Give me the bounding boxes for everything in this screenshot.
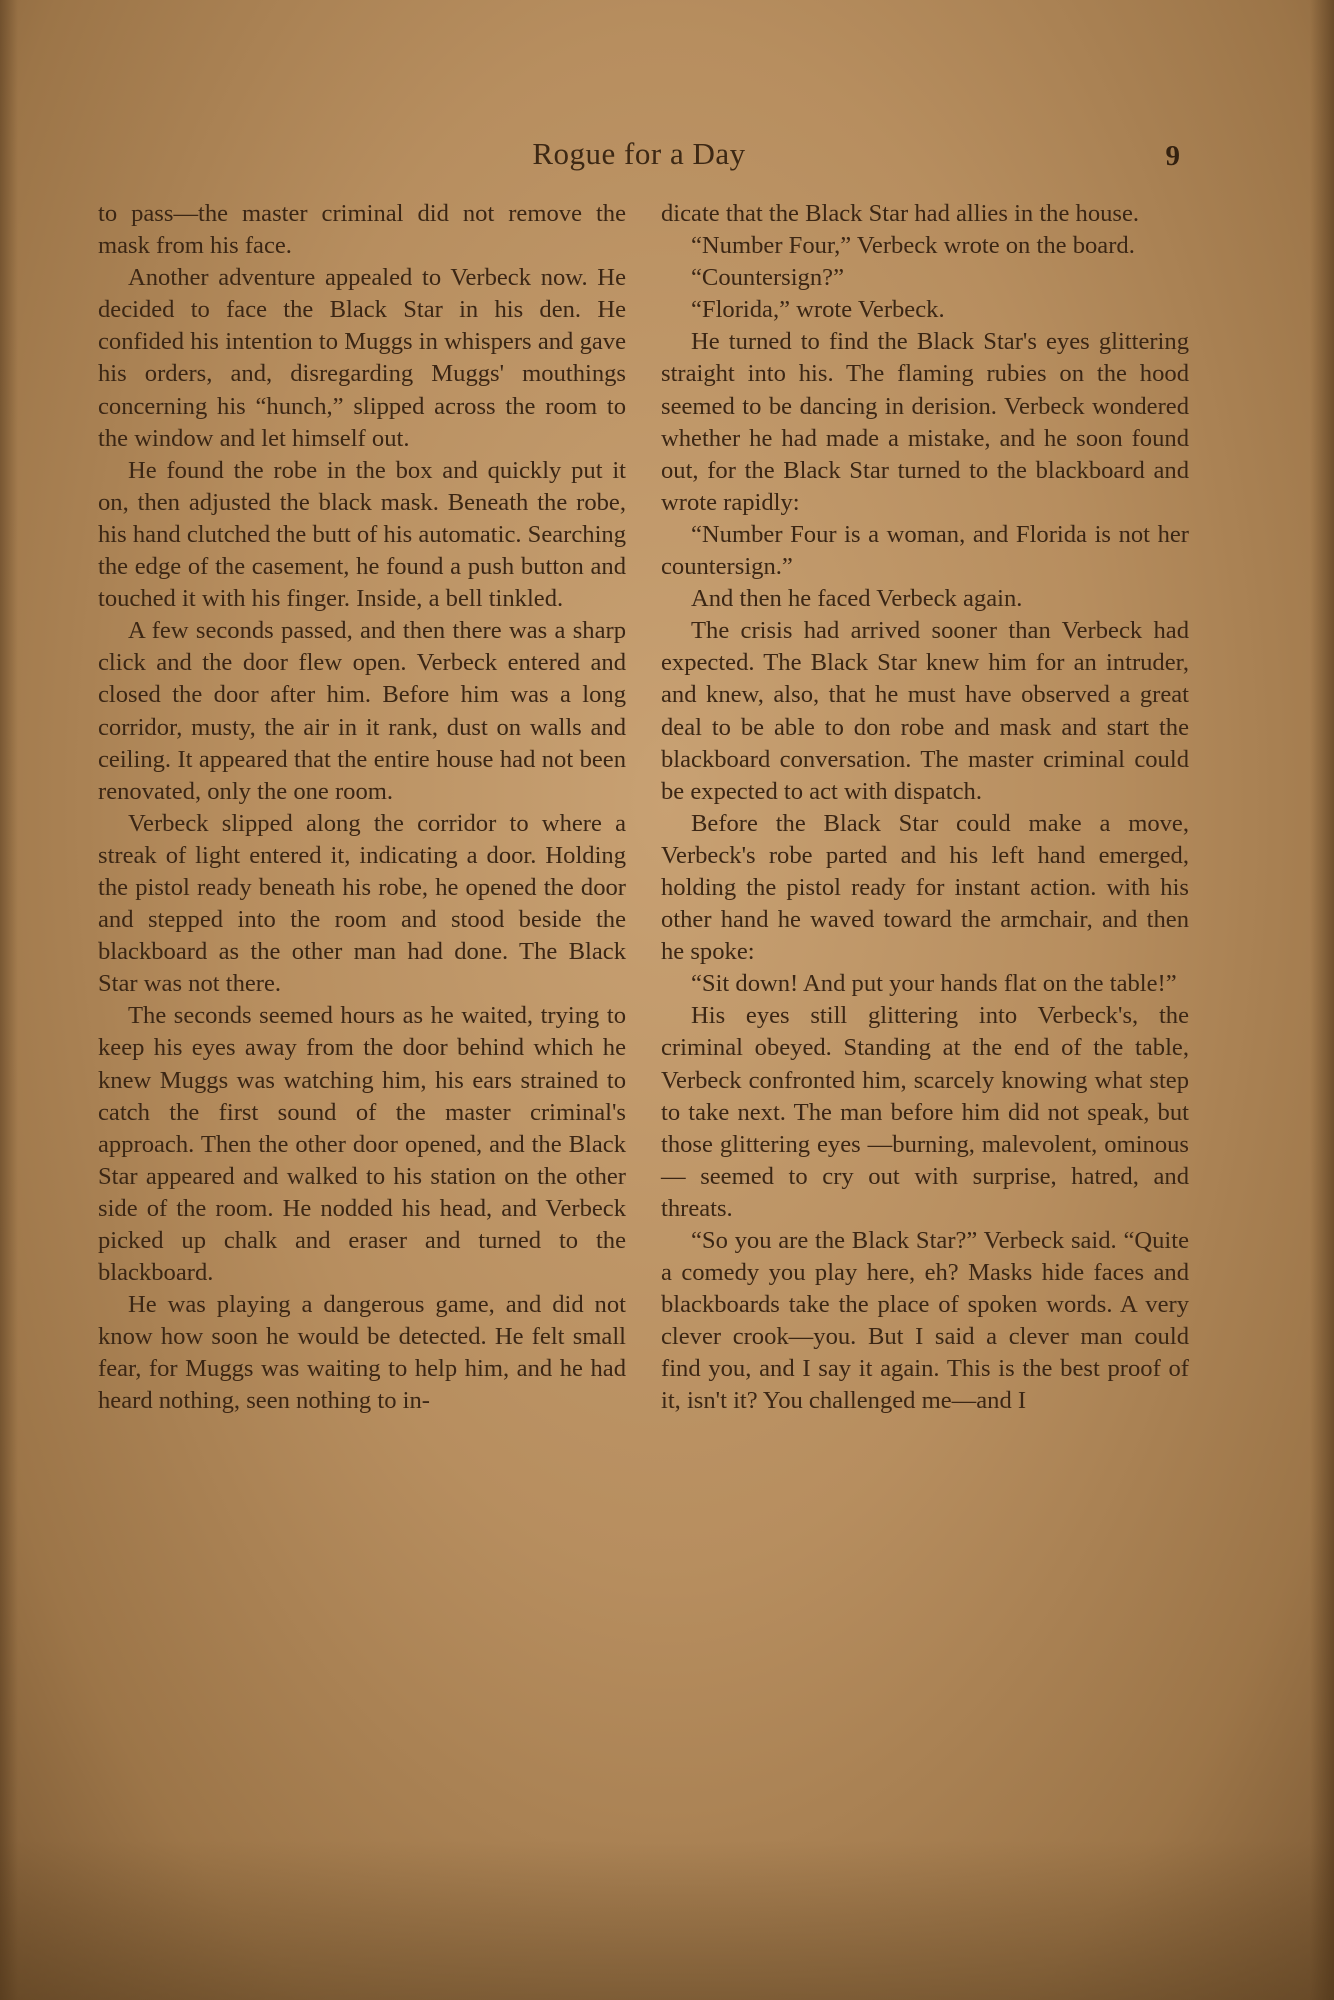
paragraph: He found the robe in the box and quickly put it on, then adjusted the black mask. Beneath the robe, his hand clutched the butt of his automatic. Searching the edge of the casement, he found a push button and touched it with his finger. Inside, a bell tinkled. — [98, 456, 626, 613]
page-number: 9 — [1165, 140, 1180, 172]
paragraph: Another adventure appealed to Verbeck now. He decided to face the Black Star in his den. He confided his intention to Muggs in whispers and gave his orders, and, disregarding Muggs' mouthings concerning his “hunch,” slipped across the room to the window and let himself out. — [98, 264, 626, 452]
page-edge-shadow-bottom — [0, 1840, 1334, 2000]
running-head — [98, 136, 1180, 180]
right-text-column — [661, 198, 1189, 1418]
paragraph: The crisis had arrived sooner than Verbeck had expected. The Black Star knew him for an intruder, and knew, also, that he must have observed a great deal to be able to don robe and mask and start the blackboard conversation. The master criminal could be expected to act with dispatch. — [661, 617, 1189, 805]
left-text-column — [98, 198, 626, 1418]
paragraph: “Florida,” wrote Verbeck. — [691, 296, 945, 324]
paragraph: He was playing a dangerous game, and did not know how soon he would be detected. He felt small fear, for Muggs was waiting to help him, and he had heard nothing, seen nothing to in- — [98, 1291, 626, 1415]
paragraph: Before the Black Star could make a move, Verbeck's robe parted and his left hand emerged, holding the pistol ready for instant action. with his other hand he waved toward the armchair, and then he spoke: — [661, 809, 1189, 966]
paragraph: “Number Four,” Verbeck wrote on the board. — [691, 232, 1135, 260]
page-edge-shadow-left — [0, 0, 18, 2000]
paragraph: Verbeck slipped along the corridor to where a streak of light entered it, indicating a door. Holding the pistol ready beneath his robe, he opened the door and stepped into the room and stood beside the blackboard as the other man had done. The Black Star was not there. — [98, 809, 626, 998]
paragraph: “Sit down! And put your hands flat on the table!” — [691, 970, 1177, 998]
paragraph: A few seconds passed, and then there was a sharp click and the door flew open. Verbeck entered and closed the door after him. Before him was a long corridor, musty, the air in it rank, dust on walls and ceiling. It appeared that the entire house had not been renovated, only the one room. — [98, 617, 626, 805]
paragraph: He turned to find the Black Star's eyes glittering straight into his. The flaming rubies on the hood seemed to be dancing in derision. Verbeck wondered whether he had made a mistake, and he soon found out, for the Black Star turned to the blackboard and wrote rapidly: — [661, 328, 1189, 516]
page-edge-shadow-right — [1310, 0, 1334, 2000]
paragraph: “Number Four is a woman, and Florida is not her countersign.” — [661, 520, 1189, 581]
paragraph: And then he faced Verbeck again. — [691, 585, 1023, 613]
paragraph: The seconds seemed hours as he waited, trying to keep his eyes away from the door behind which he knew Muggs was watching him, his ears strained to catch the first sound of the master criminal's approach. Then the other door opened, and the Black Star appeared and walked to his station on the other side of the room. He nodded his head, and Verbeck picked up chalk and eraser and turned to the blackboard. — [98, 1002, 626, 1287]
paragraph: to pass—the master criminal did not remove the mask from his face. — [98, 200, 626, 260]
paragraph: dicate that the Black Star had allies in the house. — [661, 200, 1140, 227]
paragraph: “So you are the Black Star?” Verbeck said. “Quite a comedy you play here, eh? Masks hide faces and blackboards take the place of spoken words. A very clever crook—you. But I said a clever man could find you, and I say it again. This is the best proof of it, isn't it? You challenged me—and I — [661, 1227, 1189, 1415]
paragraph: “Countersign?” — [691, 264, 844, 292]
running-title: Rogue for a Day — [532, 136, 746, 171]
paragraph: His eyes still glittering into Verbeck's, the criminal obeyed. Standing at the end of the table, Verbeck confronted him, scarcely knowing what step to take next. The man before him did not speak, but those glittering eyes —burning, malevolent, ominous— seemed to cry out with surprise, hatred, and threats. — [661, 1002, 1189, 1222]
